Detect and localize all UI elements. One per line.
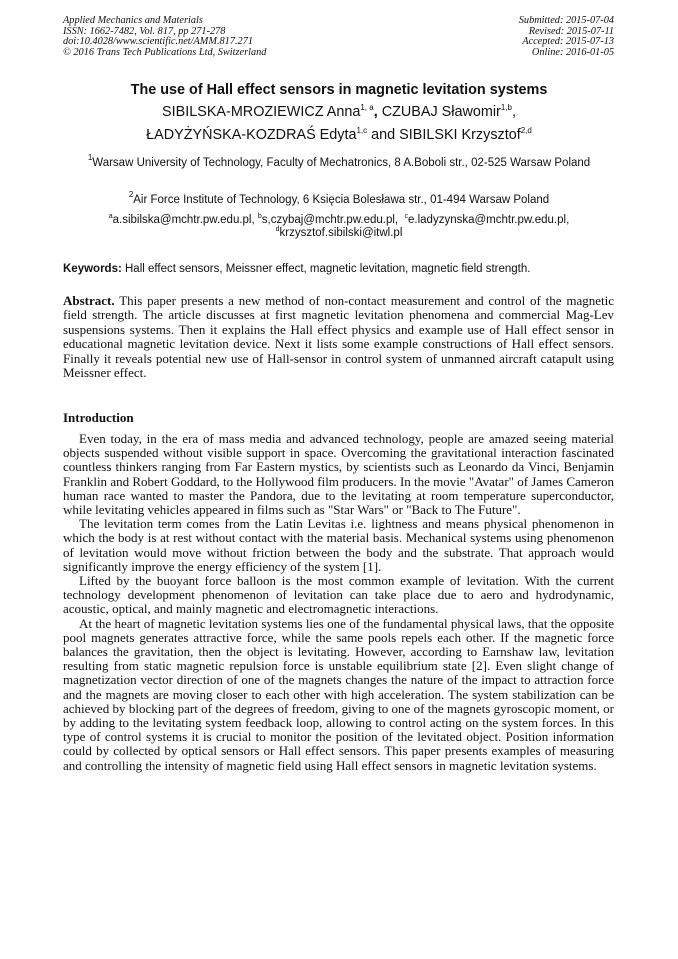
abstract-text: This paper presents a new method of non-contact measurement and control of the magnetic field strength. The article discusses at first magnetic levitation phenomena and commercial Mag-Lev suspensions systems. Then it explains the Hall effect physics and example use of Hall effect sensor in educational magnetic levitation device. Next it lists some example constructions of Hall effect sensors. Finally it reveals potential new use of Hall-sensor in control system of unmanned aircraft catapult using Meissner effect.	[63, 293, 614, 381]
journal-issn: ISSN: 1662-7482, Vol. 817, pp 271-278	[63, 25, 226, 37]
paragraph: The levitation term comes from the Latin Levitas i.e. lightness and means physical phenomenon in which the body is at rest without contact with the material basis. Mechanical systems using phenomenon of levitation would move without friction between the body and the substrate. That approach would significantly improve the energy efficiency of the system [1].	[63, 516, 614, 574]
author-4: SIBILSKI Krzysztof	[399, 127, 521, 143]
journal-header	[63, 16, 266, 58]
keywords-label: Keywords:	[63, 263, 122, 275]
abstract	[63, 294, 614, 380]
keywords-text: Hall effect sensors, Meissner effect, magnetic levitation, magnetic field strength.	[121, 263, 531, 275]
affiliation-1-sup: 1	[87, 153, 93, 162]
introduction-body	[63, 432, 614, 773]
introduction-heading: Introduction	[63, 410, 134, 425]
author-separator: ,	[511, 104, 516, 120]
author-line-2	[40, 127, 638, 143]
journal-copyright: © 2016 Trans Tech Publications Ltd, Switzerland	[63, 46, 267, 58]
paragraph: At the heart of magnetic levitation systems lies one of the fundamental physical laws, that the opposite pool magnets generates attractive force, while the same pools repels each other. If the magnetic force balances the gravitation, then the object is levitating. However, according to Earnshaw law, levitation resulting from static magnetic repulsion force is unstable equilibrium state [2]. Even slight change of magnetization vector direction of one of the magnets changes the nature of the impact to attraction force and the magnets are moving closer to each other with high acceleration. The system stabilization can be achieved by blocking part of the degrees of freedom, giving to one of the magnets gyroscopic moment, or by adding to the levitating system feedback loop, allowing to control acting on the system forces. In this type of control systems it is crucial to monitor the position of the levitated object. Position information could by collected by optical sensors or Hall effect sensors. This paper presents examples of measuring and controlling the intensity of magnetic field using Hall effect sensors in magnetic levitation systems.	[63, 615, 614, 773]
email-d-sup: d	[275, 226, 280, 233]
email-b[interactable]: s,czybaj@mchtr.pw.edu.pl,	[261, 214, 402, 226]
author-1-sup: 1, a	[360, 103, 374, 112]
affiliation-2-sup: 2	[128, 190, 134, 199]
paragraph: Lifted by the buoyant force balloon is the most common example of levitation. With the current technology development phenomenon of levitation can take place due to aero and hydrodynamic, acoustic, optical, and mainly magnetic and electromagnetic interactions.	[63, 573, 614, 617]
author-line-1	[40, 104, 638, 120]
author-emails	[60, 214, 618, 240]
affiliation-2	[70, 192, 608, 208]
submitted-date: Submitted: 2015-07-04	[518, 15, 614, 26]
author-1: SIBILSKA-MROZIEWICZ Anna	[162, 104, 361, 120]
online-date: Online: 2016-01-05	[531, 46, 614, 58]
paragraph: Even today, in the era of mass media and advanced technology, people are amazed seeing material objects suspended without visible support in space. Overcoming the gravitational interaction fascinated countless thinkers ranging from Far Eastern mystics, by scientists such as Leonardo da Vinci, Benjamin Franklin and Robert Goddard, to the Hollywood film producers. In the movie "Avatar" of James Cameron human race wanted to master the Pandora, due to the levitating at room temperature superconductor, while levitating vehicles appeared in films such as "Star Wars" or "Back to The Future".	[63, 431, 614, 518]
email-d[interactable]: krzysztof.sibilski@itwl.pl	[279, 227, 403, 239]
journal-doi: doi:10.4028/www.scientific.net/AMM.817.271	[63, 36, 253, 47]
author-3-sup: 1,c	[356, 126, 368, 135]
revised-date: Revised: 2015-07-11	[528, 25, 614, 37]
author-and: and	[367, 127, 400, 143]
email-c[interactable]: e.ladyzynska@mchtr.pw.edu.pl,	[408, 214, 570, 226]
affiliation-1	[70, 155, 608, 171]
abstract-label: Abstract.	[63, 293, 115, 308]
author-4-sup: 2,d	[520, 126, 532, 135]
author-2: CZUBAJ Sławomir	[381, 104, 501, 120]
keywords	[63, 263, 614, 275]
email-c-sup: c	[404, 213, 409, 220]
author-3: ŁADYŻYŃSKA-KOZDRAŚ Edyta	[146, 127, 357, 143]
accepted-date: Accepted: 2015-07-13	[522, 36, 614, 47]
email-a-sup: a	[108, 213, 113, 220]
affiliation-1-text: Warsaw University of Technology, Faculty of Mechatronics, 8 A.Boboli str., 02-525 Warsaw Poland	[92, 157, 591, 169]
paper-title: The use of Hall effect sensors in magnetic levitation systems	[130, 82, 548, 98]
email-b-sup: b	[257, 213, 262, 220]
publication-dates	[519, 16, 614, 58]
email-a[interactable]: a.sibilska@mchtr.pw.edu.pl,	[112, 214, 258, 226]
author-2-sup: 1,b	[500, 103, 512, 112]
author-separator: ,	[373, 104, 382, 120]
affiliation-2-text: Air Force Institute of Technology, 6 Księcia Bolesława str., 01-494 Warsaw Poland	[133, 194, 550, 206]
journal-name: Applied Mechanics and Materials	[63, 15, 203, 26]
